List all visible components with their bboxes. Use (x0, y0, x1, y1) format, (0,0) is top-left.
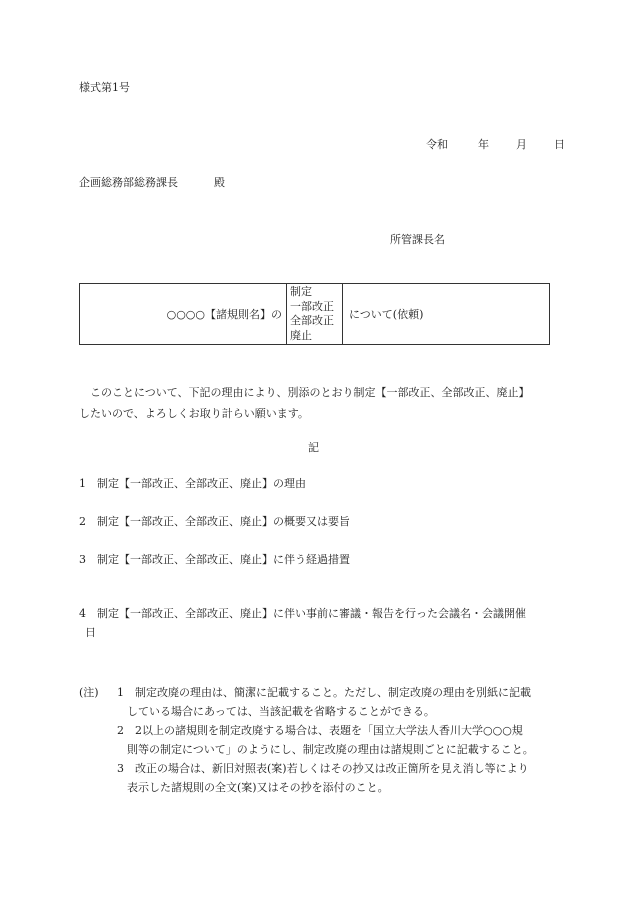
item-text: 制定【一部改正、全部改正、廃止】の概要又は要旨 (97, 515, 350, 528)
request-suffix: について(依頼) (349, 308, 424, 321)
form-number: 様式第1号 (79, 81, 130, 94)
item-number: 1 (79, 477, 86, 490)
request-type-enact: 制定 (290, 285, 312, 298)
note-3-line-2: 表示した諸規則の全文(案)又はその抄を添付のこと。 (127, 781, 389, 794)
request-type-full-revision: 全部改正 (290, 314, 334, 327)
request-type-partial-revision: 一部改正 (290, 299, 334, 313)
item-text: 制定【一部改正、全部改正、廃止】に伴う経過措置 (97, 553, 350, 566)
request-type-cell (287, 284, 343, 344)
request-subject-cell (80, 284, 287, 344)
notes-label: (注) (79, 686, 99, 699)
note-1-line-2: している場合にあっては、当該記載を省略することができる。 (127, 705, 435, 718)
date-era: 令和 (426, 138, 448, 151)
item-2 (79, 514, 350, 530)
date-day: 日 (554, 138, 565, 151)
sender-name: 所管課長名 (390, 233, 445, 246)
item-4-continuation: 日 (85, 626, 96, 639)
date-year: 年 (478, 138, 489, 151)
item-number: 4 (79, 607, 86, 620)
request-table (79, 283, 550, 345)
item-3 (79, 552, 350, 568)
request-suffix-cell (343, 284, 549, 344)
note-2-line-1: 2 2以上の諸規則を制定改廃する場合は、表題を「国立大学法人香川大学○○○規 (117, 724, 523, 737)
addressee (79, 175, 225, 191)
ki-heading: 記 (308, 441, 319, 454)
body-paragraph (79, 382, 554, 424)
item-number: 2 (79, 515, 86, 528)
request-subject: ○○○○【諸規則名】の (166, 308, 282, 321)
addressee-name: 企画総務部総務課長 (79, 176, 178, 189)
request-type-abolition: 廃止 (290, 328, 312, 342)
date-line (426, 137, 565, 153)
item-1 (79, 476, 306, 492)
item-text: 制定【一部改正、全部改正、廃止】の理由 (97, 477, 306, 490)
note-3-line-1: 3 改正の場合は、新旧対照表(案)若しくはその抄又は改正箇所を見え消し等により (117, 762, 529, 775)
date-month: 月 (516, 138, 527, 151)
item-number: 3 (79, 553, 86, 566)
item-4 (79, 606, 526, 622)
note-1-line-1: 1 制定改廃の理由は、簡潔に記載すること。ただし、制定改廃の理由を別紙に記載 (117, 686, 531, 699)
note-2-line-2: 則等の制定について」のようにし、制定改廃の理由は諸規則ごとに記載すること。 (127, 743, 534, 756)
body-line-2: したいので、よろしくお取り計らい願います。 (79, 407, 309, 420)
body-line-1: このことについて、下記の理由により、別添のとおり制定【一部改正、全部改正、廃止】 (90, 386, 530, 399)
addressee-honorific: 殿 (214, 176, 225, 189)
item-text: 制定【一部改正、全部改正、廃止】に伴い事前に審議・報告を行った会議名・会議開催 (97, 607, 526, 620)
